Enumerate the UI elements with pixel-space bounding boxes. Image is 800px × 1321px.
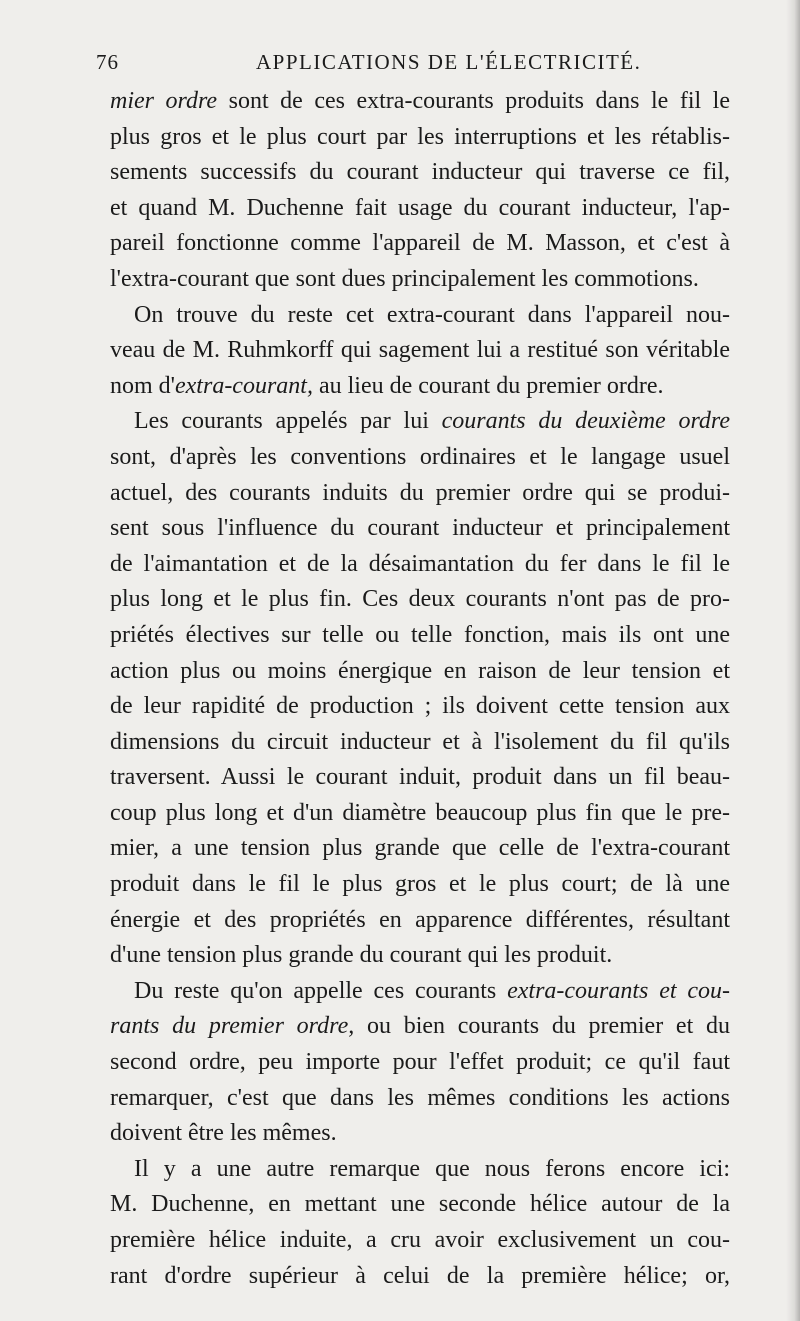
text-run: Il y a une autre remarque que nous ferons encore ici: bbox=[134, 1155, 730, 1182]
text-run: pareil fonctionne comme l'appareil de M. Masson, et c'est à bbox=[110, 230, 730, 257]
text-line bbox=[110, 725, 730, 761]
text-run: sent sous l'influence du courant inducteur et principalement bbox=[110, 515, 730, 542]
text-line bbox=[110, 618, 730, 654]
text-run: coup plus long et d'un diamètre beaucoup plus fin que le pre- bbox=[110, 799, 730, 826]
text-line bbox=[110, 84, 730, 120]
text-run: remarquer, c'est que dans les mêmes conditions les actions bbox=[110, 1084, 730, 1111]
text-run: sements successifs du courant inducteur qui traverse ce fil, bbox=[110, 159, 730, 186]
text-line bbox=[110, 1152, 730, 1188]
text-run: Les courants appelés par lui bbox=[134, 408, 442, 435]
text-run: Du reste qu'on appelle ces courants bbox=[134, 977, 508, 1004]
running-title: APPLICATIONS DE L'ÉLECTRICITÉ. bbox=[256, 50, 642, 74]
text-line bbox=[110, 155, 730, 191]
text-run: d'une tension plus grande du courant qui les produit. bbox=[110, 942, 613, 969]
text-line bbox=[110, 226, 730, 262]
text-line bbox=[110, 1009, 730, 1045]
text-line bbox=[110, 1187, 730, 1223]
italic-text: courants du deuxième ordre bbox=[441, 408, 730, 435]
page-number: 76 bbox=[96, 50, 119, 74]
text-line bbox=[110, 760, 730, 796]
text-run: veau de M. Ruhmkorff qui sagement lui a restitué son véritable bbox=[110, 337, 730, 364]
text-run: actuel, des courants induits du premier ordre qui se produi- bbox=[110, 479, 730, 506]
text-run: plus gros et le plus court par les interruptions et les rétablis- bbox=[110, 123, 730, 150]
text-line bbox=[110, 582, 730, 618]
text-run: première hélice induite, a cru avoir exclusivement un cou- bbox=[110, 1227, 730, 1253]
text-line bbox=[110, 120, 730, 156]
text-run: action plus ou moins énergique en raison de leur tension et bbox=[110, 657, 730, 684]
italic-text: mier ordre bbox=[110, 88, 218, 114]
text-run: ou bien courants du premier et du bbox=[354, 1013, 730, 1040]
text-run: doivent être les mêmes. bbox=[110, 1120, 337, 1147]
text-line bbox=[110, 867, 730, 903]
text-run: de l'aimantation et de la désaimantation du fer dans le fil le bbox=[110, 550, 730, 577]
italic-text: extra-courant, bbox=[175, 372, 313, 399]
text-run: de leur rapidité de production ; ils doivent cette tension aux bbox=[110, 693, 730, 720]
text-line bbox=[110, 404, 730, 440]
text-line bbox=[110, 1223, 730, 1259]
text-run: plus long et le plus fin. Ces deux courants n'ont pas de pro- bbox=[110, 586, 730, 613]
text-run: M. Duchenne, en mettant une seconde hélice autour de la bbox=[110, 1191, 730, 1218]
text-run: traversent. Aussi le courant induit, produit dans un fil beau- bbox=[110, 764, 730, 791]
text-line bbox=[110, 440, 730, 476]
text-line bbox=[110, 1081, 730, 1117]
text-line bbox=[110, 298, 730, 334]
text-line bbox=[110, 369, 730, 405]
text-line bbox=[110, 1116, 730, 1152]
text-line bbox=[110, 796, 730, 832]
italic-text: extra-courants et cou- bbox=[507, 977, 730, 1004]
text-run: énergie et des propriétés en apparence différentes, résultant bbox=[110, 906, 730, 933]
page-edge-shadow bbox=[786, 0, 800, 1321]
text-run: dimensions du circuit inducteur et à l'isolement du fil qu'ils bbox=[110, 728, 730, 755]
text-run: sont de ces extra-courants produits dans le fil le bbox=[217, 88, 730, 114]
body-text bbox=[110, 84, 730, 1294]
text-run: second ordre, peu importe pour l'effet produit; ce qu'il faut bbox=[110, 1049, 730, 1076]
text-run: sont, d'après les conventions ordinaires et le langage usuel bbox=[110, 443, 730, 470]
text-run: et quand M. Duchenne fait usage du courant inducteur, l'ap- bbox=[110, 194, 730, 221]
text-run: nom d' bbox=[110, 372, 175, 399]
text-run: l'extra-courant que sont dues principalement les commotions. bbox=[110, 265, 699, 292]
text-run: mier, a une tension plus grande que celle de l'extra-courant bbox=[110, 835, 730, 862]
text-run: On trouve du reste cet extra-courant dans l'appareil nou- bbox=[134, 301, 730, 328]
text-line bbox=[110, 654, 730, 690]
text-line bbox=[110, 476, 730, 512]
text-run: priétés électives sur telle ou telle fonction, mais ils ont une bbox=[110, 621, 730, 648]
running-header bbox=[96, 50, 736, 80]
text-run: rant d'ordre supérieur à celui de la première hélice; or, bbox=[110, 1262, 730, 1289]
text-line bbox=[110, 974, 730, 1010]
text-line bbox=[110, 1259, 730, 1295]
text-run: au lieu de courant du premier ordre. bbox=[312, 372, 664, 399]
italic-text: rants du premier ordre, bbox=[110, 1013, 355, 1040]
text-run: produit dans le fil le plus gros et le plus court; de là une bbox=[110, 871, 730, 898]
text-line bbox=[110, 938, 730, 974]
text-line bbox=[110, 903, 730, 939]
text-line bbox=[110, 547, 730, 583]
text-line bbox=[110, 511, 730, 547]
text-line bbox=[110, 1045, 730, 1081]
text-line bbox=[110, 831, 730, 867]
text-line bbox=[110, 191, 730, 227]
text-line bbox=[110, 689, 730, 725]
text-line bbox=[110, 262, 730, 298]
text-line bbox=[110, 333, 730, 369]
